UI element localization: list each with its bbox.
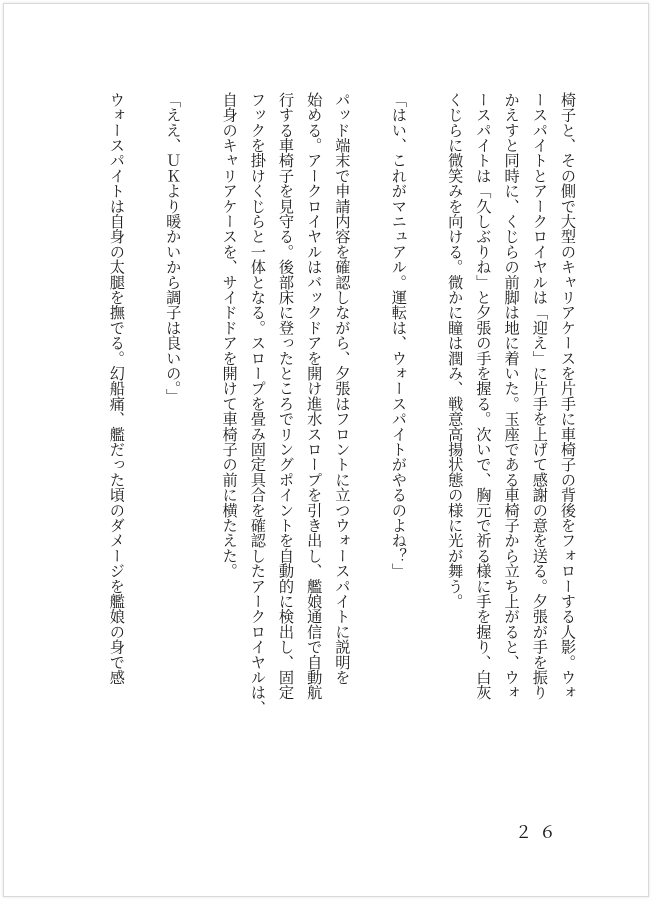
blank-line [356, 92, 384, 832]
dialogue-line: 「はい、これがマニュアル。運転は、ウォースパイトがやるのよね？」 [389, 92, 408, 579]
dialogue-line: 「ええ、ＵＫより暖かいから調子は良いの。」 [164, 92, 183, 404]
text-line: パッド端末で申請内容を確認しながら、夕張はフロントに立つウォースパイトに説明を [333, 92, 352, 685]
text-line: 始める。アークロイヤルはバックドアを開け進水スロープを引き出し、艦娘通信で自動航 [305, 92, 324, 700]
body-text [103, 92, 582, 832]
text-line: ウォースパイトは自身の太腿を撫でる。幻船痛、艦だった頃のダメージを艦娘の身で感 [107, 92, 126, 685]
text-line: ースパイトとアークロイヤルは「迎え」に片手を上げて感謝の意を送る。夕張が手を振り [530, 92, 549, 700]
text-line: 自身のキャリアケースを、サイドドアを開けて車椅子の前に横たえた。 [220, 92, 239, 579]
blank-line [187, 92, 215, 832]
text-line: くじらに微笑みを向ける。微かに瞳は潤み、戦意高揚状態の様に光が舞う。 [446, 92, 465, 609]
text-line: 椅子と、その側で大型のキャリアケースを片手に車椅子の背後をフォローする人影。ウォ [559, 92, 577, 700]
blank-line [131, 92, 159, 832]
blank-line [413, 92, 441, 832]
page-number: ２６ [515, 823, 563, 843]
text-line: ースパイトは「久しぶりね」と夕張の手を握る。次いで、胸元で祈る様に手を握り、白灰 [474, 92, 493, 700]
page [3, 3, 649, 897]
text-line: フックを掛けくじらと一体となる。スロープを畳み固定具合を確認したアークロイヤルは、 [248, 92, 267, 716]
text-line: 行する車椅子を見守る。後部床に登ったところでリングポイントを自動的に検出し、固定 [277, 92, 295, 700]
text-line: かえすと同時に、くじらの前脚は地に着いた。玉座である車椅子から立ち上がると、ウォ [502, 92, 521, 700]
